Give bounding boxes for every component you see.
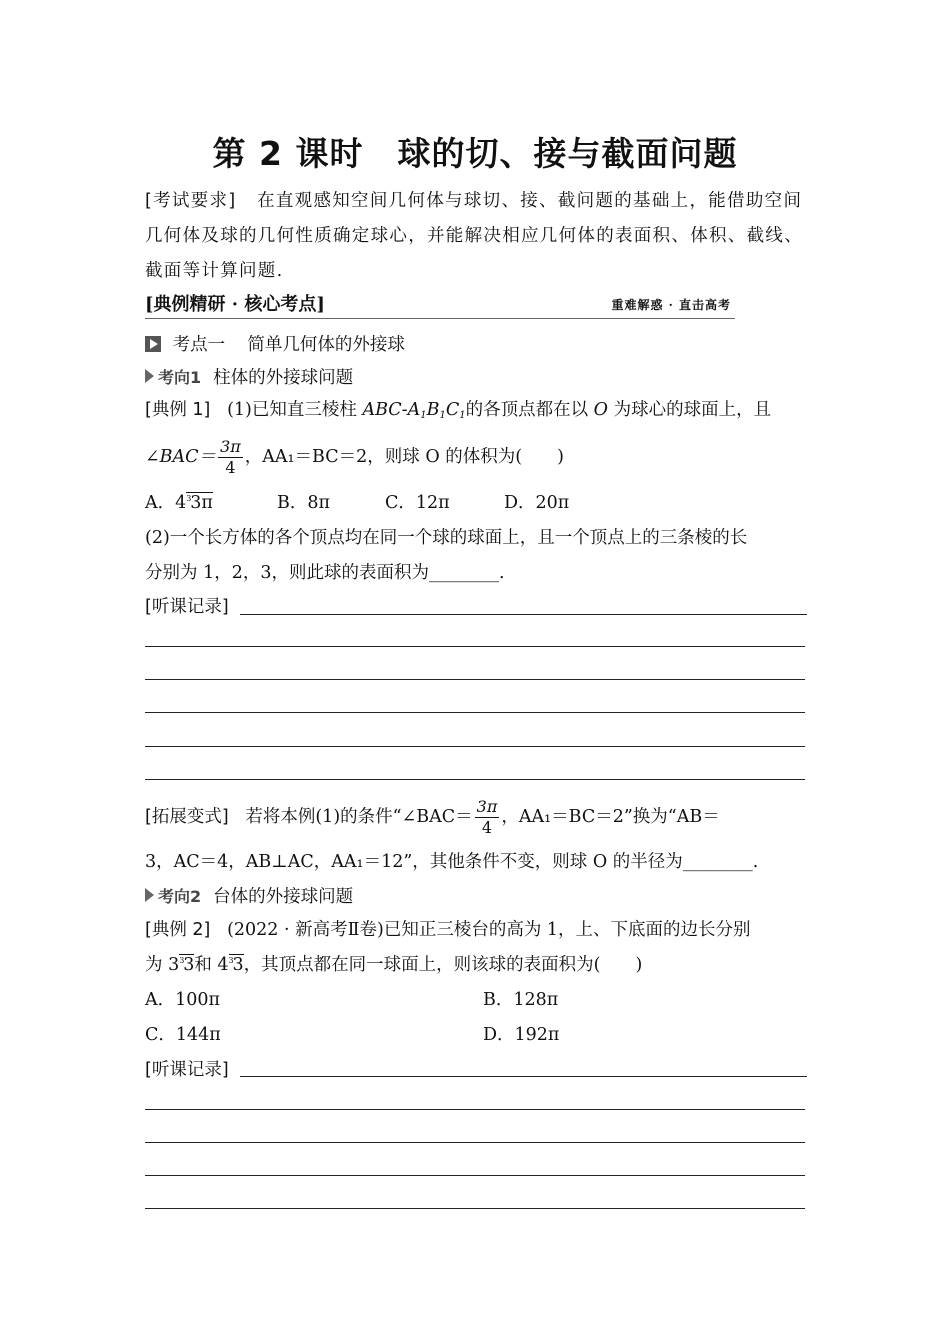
notes-line — [145, 1208, 805, 1209]
example-label: [典例 2] — [145, 920, 211, 940]
section-banner — [145, 290, 735, 319]
kaoxiang-label: 考向1 — [158, 368, 202, 387]
notes-line — [145, 679, 805, 680]
kaoxiang1-heading — [145, 360, 353, 396]
kaodian-heading — [145, 331, 405, 356]
choice-A: A．4 3 3π — [145, 486, 213, 521]
exam-requirements — [145, 184, 807, 289]
triangle-icon — [145, 888, 154, 902]
ex2-choice-C: C．144π — [145, 1025, 221, 1045]
cube-root: 3 3 — [228, 955, 244, 975]
fraction: $\frac{3\pi}{4}$ — [220, 437, 241, 477]
notes-line — [145, 646, 805, 647]
example-end: 为球心的球面上，且 — [613, 400, 772, 420]
choice-B: B．8π — [277, 493, 330, 513]
banner-title: [典例精研 · 核心考点] — [145, 294, 325, 315]
example2-line1: [典例 2] (2022 · 新高考Ⅱ卷)已知正三棱台的高为 1，上、下底面的边长分别 — [145, 920, 751, 940]
notes-line — [145, 1109, 805, 1110]
example2-line2: 为 3 3 3和 4 3 3，其顶点都在同一球面上，则该球的表面积为( ) — [145, 948, 642, 983]
page-title: 第 2 课时 球的切、接与截面问题 — [212, 134, 738, 173]
condition-text: ，AA₁＝BC＝2，则球 O 的体积为( ) — [244, 447, 564, 467]
kaoxiang-label: 考向2 — [158, 887, 202, 906]
play-icon — [145, 336, 161, 352]
kaoxiang-title: 柱体的外接球问题 — [213, 368, 354, 388]
kaoxiang-title: 台体的外接球问题 — [213, 887, 354, 907]
center-O: O — [593, 400, 609, 420]
kaoxiang2-heading — [145, 879, 353, 915]
notes-label: [听课记录] — [145, 1060, 229, 1080]
choice-D: D．20π — [504, 493, 570, 513]
variant-line2: 3，AC＝4，AB⊥AC，AA₁＝12”，其他条件不变，则球 O 的半径为________. — [145, 852, 759, 872]
notes-line — [145, 1142, 805, 1143]
banner-subtitle: 重难解惑 · 直击高考 — [611, 298, 731, 312]
notes-line — [145, 746, 805, 747]
kaodian-title: 简单几何体的外接球 — [247, 335, 405, 355]
requirements-label: [考试要求] — [145, 191, 237, 211]
example1-line1 — [145, 393, 771, 428]
part2-line1: (2)一个长方体的各个顶点均在同一个球的球面上，且一个顶点上的三条棱的长 — [145, 528, 748, 548]
example-label: [典例 1] — [145, 400, 211, 420]
notes-line — [145, 1175, 805, 1176]
fraction: $\frac{3\pi}{4}$ — [476, 797, 498, 837]
ex2-choice-D: D．192π — [483, 1025, 560, 1045]
ex2-choice-A: A．100π — [145, 990, 221, 1010]
notes-line — [240, 1076, 807, 1077]
cube-root: 3 3π — [186, 493, 213, 513]
example-mid: 的各顶点都在以 — [465, 400, 589, 420]
notes-label: [听课记录] — [145, 597, 229, 617]
prism-name: ABC-$A_1B_1C_1$ — [362, 400, 466, 421]
part2-line2: 分别为 1，2，3，则此球的表面积为________. — [145, 563, 505, 583]
ex2-choice-B: B．128π — [483, 990, 559, 1010]
requirements-text: 在直观感知空间几何体与球切、接、截问题的基础上，能借助空间几何体及球的几何性质确定球心，并能解决相应几何体的表面积、体积、截线、截面等计算问题. — [145, 191, 803, 281]
choice-C: C．12π — [385, 493, 450, 513]
variant-line1 — [145, 792, 720, 842]
cube-root: 3 3 — [179, 955, 195, 975]
example1-line2 — [145, 432, 564, 482]
example-intro: (1)已知直三棱柱 — [227, 400, 357, 420]
kaodian-label: 考点一 — [172, 335, 226, 355]
notes-line — [240, 614, 807, 615]
notes-line — [145, 712, 805, 713]
variant-text1: 若将本例(1)的条件“∠BAC＝ — [245, 807, 473, 827]
notes-line — [145, 779, 805, 780]
variant-label: [拓展变式] — [145, 807, 229, 827]
triangle-icon — [145, 369, 154, 383]
variant-text2: ，AA₁＝BC＝2”换为“AB＝ — [501, 807, 720, 827]
angle-text: ∠BAC＝ — [145, 447, 217, 467]
